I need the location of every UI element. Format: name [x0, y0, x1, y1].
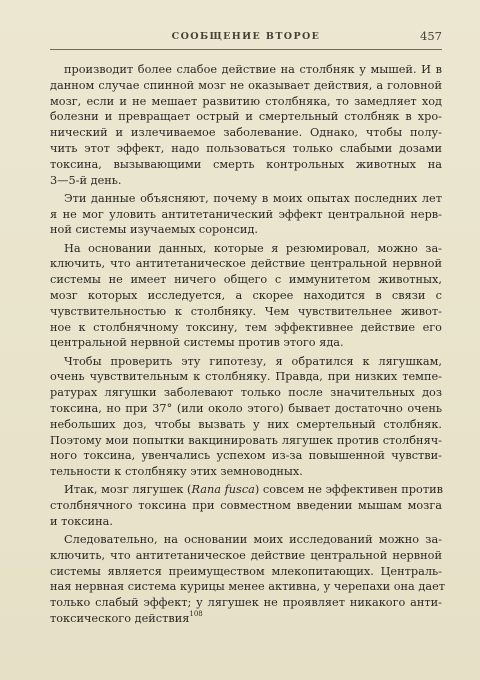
paragraph: [50, 241, 442, 352]
text-line: системы не имеет ничего общего с иммунитетом животных,: [50, 273, 442, 287]
text-fragment: Итак, мозг лягушек (: [64, 483, 192, 497]
text-line: токсина, вызывающими смерть контрольных животных на: [50, 157, 442, 171]
text-line: мозг которых исследуется, а скорее находится в связи с: [50, 288, 442, 302]
species-name: Rana fusca: [191, 483, 255, 497]
text-line: данном случае спинной мозг не оказывает действия, а головной: [50, 78, 442, 92]
text-line: ной системы изучаемых соронсид.: [50, 223, 258, 237]
text-line: ключить, что антитетаническое действие центральной нервной: [50, 548, 442, 562]
body-text: [50, 62, 446, 629]
text-line: болезни и превращает острый и смертельный столбняк в хро-: [50, 110, 442, 124]
text-line: [50, 611, 442, 627]
paragraph: [50, 191, 442, 238]
text-line: очень чувствительным к столбняку. Правда, при низких темпе-: [50, 370, 442, 384]
text-line: Поэтому мои попытки вакцинировать лягушек против столбняч-: [50, 433, 442, 447]
text-line: производит более слабое действие на столбняк у мышей. И в: [64, 63, 442, 76]
text-line: На основании данных, которые я резюмировал, можно за-: [64, 241, 442, 255]
paragraph: [50, 62, 442, 188]
text-line: чить этот эффект, надо пользоваться только слабыми дозами: [50, 141, 442, 155]
text-line: нический и излечиваемое заболевание. Однако, чтобы полу-: [50, 126, 442, 140]
text-line: я не мог уловить антитетанический эффект центральной нерв-: [50, 207, 442, 221]
text-line: чувствительностью к столбняку. Чем чувствительнее живот-: [50, 304, 442, 318]
paragraph: [50, 532, 446, 627]
text-line: Эти данные объясняют, почему в моих опытах последних лет: [64, 191, 442, 205]
text-line: небольших доз, чтобы вызвать у них смертельный столбняк.: [50, 417, 442, 431]
text-line: только слабый эффект; у лягушек не проявляет никакого анти-: [50, 596, 442, 610]
text-line: [50, 482, 442, 498]
text-line: Чтобы проверить эту гипотезу, я обратился к лягушкам,: [64, 354, 442, 368]
page-header: [50, 29, 442, 50]
text-line: ная нервная система курицы менее активна, у черепахи она дает: [50, 580, 446, 594]
text-fragment: ) совсем не эффективен против: [254, 483, 443, 497]
text-line: мозг, если и не мешает развитию столбняка, то замедляет ход: [50, 94, 442, 108]
text-line: ное к столбнячному токсину, тем эффективнее действие его: [50, 320, 442, 334]
text-line: токсина, но при 37° (или около этого) бывает достаточно очень: [50, 401, 442, 415]
text-line: и токсина.: [50, 514, 113, 528]
paragraph: [50, 354, 442, 480]
text-line: центральной нервной системы против этого яда.: [50, 336, 344, 350]
text-line: ключить, что антитетаническое действие центральной нервной: [50, 257, 442, 271]
text-fragment: токсического действия: [50, 612, 190, 626]
text-line: 3—5-й день.: [50, 173, 122, 187]
text-line: столбнячного токсина при совместном введении мышам мозга: [50, 499, 442, 513]
text-line: Следовательно, на основании моих исследований можно за-: [64, 533, 442, 547]
text-line: тельности к столбняку этих земноводных.: [50, 465, 303, 479]
text-line: ратурах лягушки заболевают только после значительных доз: [50, 386, 442, 400]
footnote-reference: 108: [189, 610, 203, 619]
paragraph: [50, 482, 442, 529]
text-line: ного токсина, увенчались успехом из-за повышенной чувстви-: [50, 449, 442, 463]
text-line: системы является преимуществом млекопитающих. Централь-: [50, 564, 442, 578]
running-title: СООБЩЕНИЕ ВТОРОЕ: [171, 31, 321, 42]
page-number: 457: [420, 29, 442, 43]
